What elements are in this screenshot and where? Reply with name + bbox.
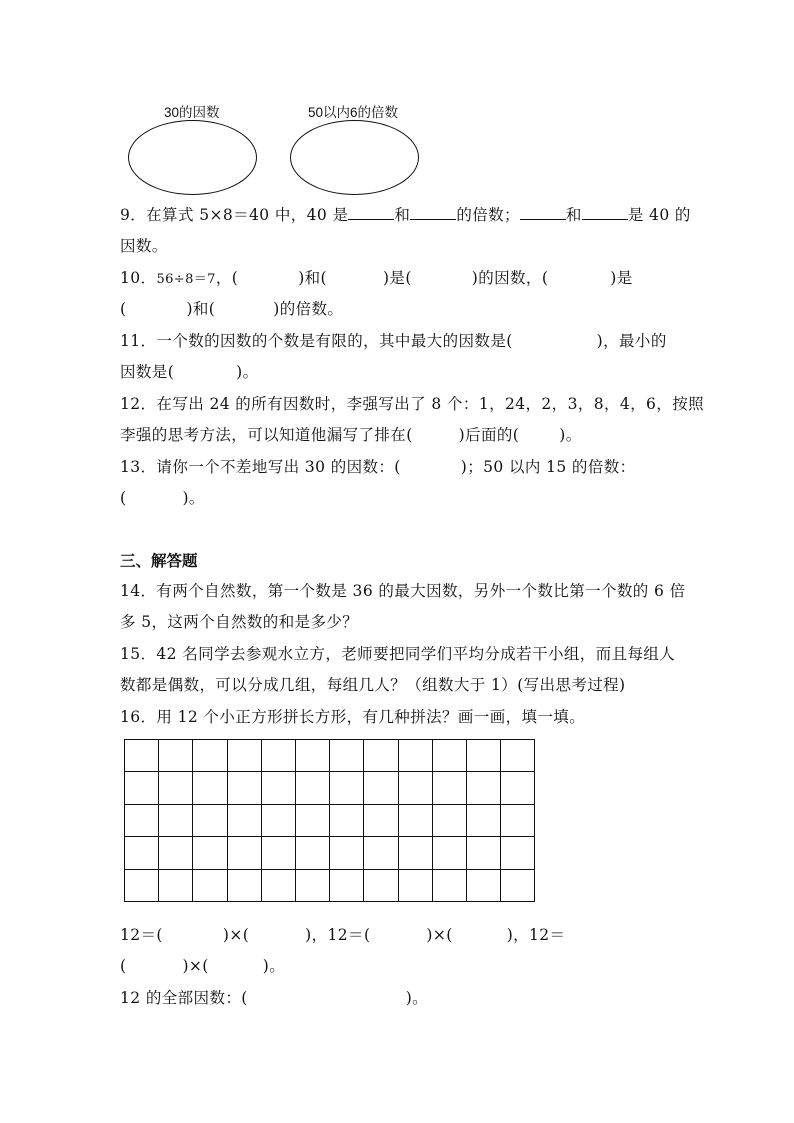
- grid-cell[interactable]: [159, 869, 193, 901]
- grid-cell[interactable]: [227, 837, 261, 869]
- q13-text: 13．请你一个不差地写出 30 的因数：(: [120, 458, 401, 476]
- grid-cell[interactable]: [295, 772, 329, 804]
- grid-cell[interactable]: [330, 740, 364, 772]
- question-16-line-1: 16．用 12 个小正方形拼长方形，有几种拼法？画一画，填一填。: [120, 708, 586, 726]
- grid-cell[interactable]: [227, 869, 261, 901]
- q10-text: (: [120, 300, 127, 318]
- q12-text: )。: [559, 426, 582, 444]
- grid-cell[interactable]: [330, 772, 364, 804]
- grid-cell[interactable]: [125, 869, 159, 901]
- grid-cell[interactable]: [193, 804, 227, 836]
- q16-text: )×(: [426, 926, 453, 944]
- grid-cell[interactable]: [364, 804, 398, 836]
- grid-cell[interactable]: [398, 869, 432, 901]
- venn-label-multiples-6: 50以内6的倍数: [308, 105, 399, 120]
- grid-cell[interactable]: [432, 772, 466, 804]
- q10-number: 10．: [120, 269, 157, 287]
- grid-cell[interactable]: [261, 740, 295, 772]
- grid-cell[interactable]: [159, 740, 193, 772]
- grid-cell[interactable]: [501, 740, 535, 772]
- grid-cell[interactable]: [398, 772, 432, 804]
- q11-text: )，最小的: [596, 332, 667, 350]
- venn-ellipse-multiples-6[interactable]: [290, 120, 419, 195]
- question-13-line-2: [120, 488, 205, 508]
- q12-text: )后面的(: [458, 426, 520, 444]
- question-14-line-2: 多 5，这两个自然数的和是多少？: [120, 613, 359, 631]
- question-10-line-1: [120, 268, 633, 290]
- question-15-line-2: 数都是偶数，可以分成几组，每组几人？（组数大于 1）(写出思考过程): [120, 676, 626, 694]
- grid-cell[interactable]: [432, 837, 466, 869]
- venn-ellipse-factors-30[interactable]: [128, 120, 257, 195]
- q11-text: )。: [236, 363, 259, 381]
- grid-cell[interactable]: [159, 804, 193, 836]
- q16-text: )×(: [222, 926, 250, 944]
- grid-cell[interactable]: [193, 772, 227, 804]
- grid-cell[interactable]: [466, 837, 500, 869]
- grid-cell[interactable]: [159, 772, 193, 804]
- grid-cell[interactable]: [364, 869, 398, 901]
- q13-text: )；50 以内 15 的倍数：: [460, 458, 636, 476]
- grid-cell[interactable]: [398, 804, 432, 836]
- q16-text: )×(: [182, 957, 209, 975]
- grid-cell[interactable]: [125, 740, 159, 772]
- q10-text: )是(: [382, 269, 412, 287]
- grid-cell[interactable]: [125, 837, 159, 869]
- grid-cell[interactable]: [193, 740, 227, 772]
- grid-cell[interactable]: [159, 837, 193, 869]
- grid-cell[interactable]: [501, 837, 535, 869]
- question-9-line-1: [120, 205, 691, 225]
- grid-row: [125, 869, 535, 901]
- grid-cell[interactable]: [432, 869, 466, 901]
- grid-cell[interactable]: [261, 869, 295, 901]
- square-grid[interactable]: [124, 739, 535, 902]
- q9-text: 和: [565, 206, 582, 224]
- grid-cell[interactable]: [227, 772, 261, 804]
- question-12-line-1: 12．在写出 24 的所有因数时，李强写出了 8 个：1，24，2，3，8，4，6，按照: [120, 395, 705, 413]
- q10-text: )和(: [298, 269, 327, 287]
- q10-text: )的因数，(: [471, 269, 549, 287]
- grid-cell[interactable]: [432, 740, 466, 772]
- grid-cell[interactable]: [330, 869, 364, 901]
- grid-cell[interactable]: [501, 804, 535, 836]
- q10-text: )是: [610, 269, 633, 287]
- grid-cell[interactable]: [466, 804, 500, 836]
- grid-cell[interactable]: [330, 837, 364, 869]
- section-heading-answers: 三、解答题: [120, 552, 198, 570]
- grid-cell[interactable]: [295, 837, 329, 869]
- q13-text: )。: [182, 489, 205, 507]
- question-11-line-1: [120, 331, 667, 351]
- grid-cell[interactable]: [125, 772, 159, 804]
- question-11-line-2: [120, 362, 259, 382]
- q16-text: )。: [405, 989, 429, 1007]
- grid-cell[interactable]: [261, 837, 295, 869]
- question-13-line-1: [120, 457, 636, 477]
- q11-text: 11．一个数的因数的个数是有限的，其中最大的因数是(: [120, 332, 513, 350]
- q10-text: ，(: [215, 269, 239, 287]
- q16-text: 12 的全部因数：(: [120, 989, 248, 1007]
- grid-cell[interactable]: [193, 869, 227, 901]
- question-12-line-2: [120, 425, 582, 445]
- q9-text: 的倍数；: [456, 206, 520, 224]
- grid-cell[interactable]: [501, 869, 535, 901]
- question-16-equation-line-1: [120, 925, 565, 945]
- grid-cell[interactable]: [466, 869, 500, 901]
- grid-cell[interactable]: [398, 837, 432, 869]
- q16-text: )。: [262, 957, 286, 975]
- question-14-line-1: 14．有两个自然数，第一个数是 36 的最大因数，另外一个数比第一个数的 6 倍: [120, 582, 686, 600]
- question-9-line-2: 因数。: [120, 237, 168, 255]
- q9-text: 9．在算式 5×8＝40 中，40 是: [120, 206, 349, 224]
- venn-label-factors-30: 30的因数: [164, 105, 220, 120]
- q16-text: (: [120, 957, 127, 975]
- q16-text: 12＝(: [120, 926, 163, 944]
- grid-row: [125, 740, 535, 772]
- q9-blank-1[interactable]: [348, 205, 394, 220]
- grid-cell[interactable]: [193, 837, 227, 869]
- grid-cell[interactable]: [432, 804, 466, 836]
- q9-blank-4[interactable]: [582, 205, 628, 220]
- q11-text: 因数是(: [120, 363, 175, 381]
- q9-blank-3[interactable]: [520, 205, 566, 220]
- grid-cell[interactable]: [227, 740, 261, 772]
- q9-text: 和: [394, 206, 411, 224]
- question-16-equation-line-2: [120, 956, 285, 976]
- q16-text: )，12＝: [506, 926, 566, 944]
- grid-row: [125, 772, 535, 804]
- grid-cell[interactable]: [295, 740, 329, 772]
- grid-cell[interactable]: [398, 740, 432, 772]
- grid-cell[interactable]: [466, 772, 500, 804]
- q12-text: 李强的思考方法，可以知道他漏写了排在(: [120, 426, 413, 444]
- q13-text: (: [120, 489, 127, 507]
- q9-blank-2[interactable]: [410, 205, 456, 220]
- grid-cell[interactable]: [261, 772, 295, 804]
- q10-formula: 56÷8＝7: [156, 272, 216, 287]
- grid-cell[interactable]: [295, 804, 329, 836]
- grid-cell[interactable]: [466, 740, 500, 772]
- question-10-line-2: [120, 299, 343, 319]
- grid-cell[interactable]: [125, 804, 159, 836]
- grid-cell[interactable]: [364, 772, 398, 804]
- grid-cell[interactable]: [330, 804, 364, 836]
- q9-text: 是 40 的: [627, 206, 691, 224]
- grid-row: [125, 837, 535, 869]
- grid-cell[interactable]: [295, 869, 329, 901]
- grid-cell[interactable]: [501, 772, 535, 804]
- q16-text: )，12＝(: [305, 926, 371, 944]
- q10-text: )和(: [186, 300, 216, 318]
- question-16-factors-line: [120, 988, 428, 1008]
- grid-row: [125, 804, 535, 836]
- grid-cell[interactable]: [261, 804, 295, 836]
- question-15-line-1: 15．42 名同学去参观水立方，老师要把同学们平均分成若干小组，而且每组人: [120, 645, 676, 663]
- grid-cell[interactable]: [364, 740, 398, 772]
- grid-cell[interactable]: [364, 837, 398, 869]
- grid-cell[interactable]: [227, 804, 261, 836]
- q10-text: )的倍数。: [273, 300, 344, 318]
